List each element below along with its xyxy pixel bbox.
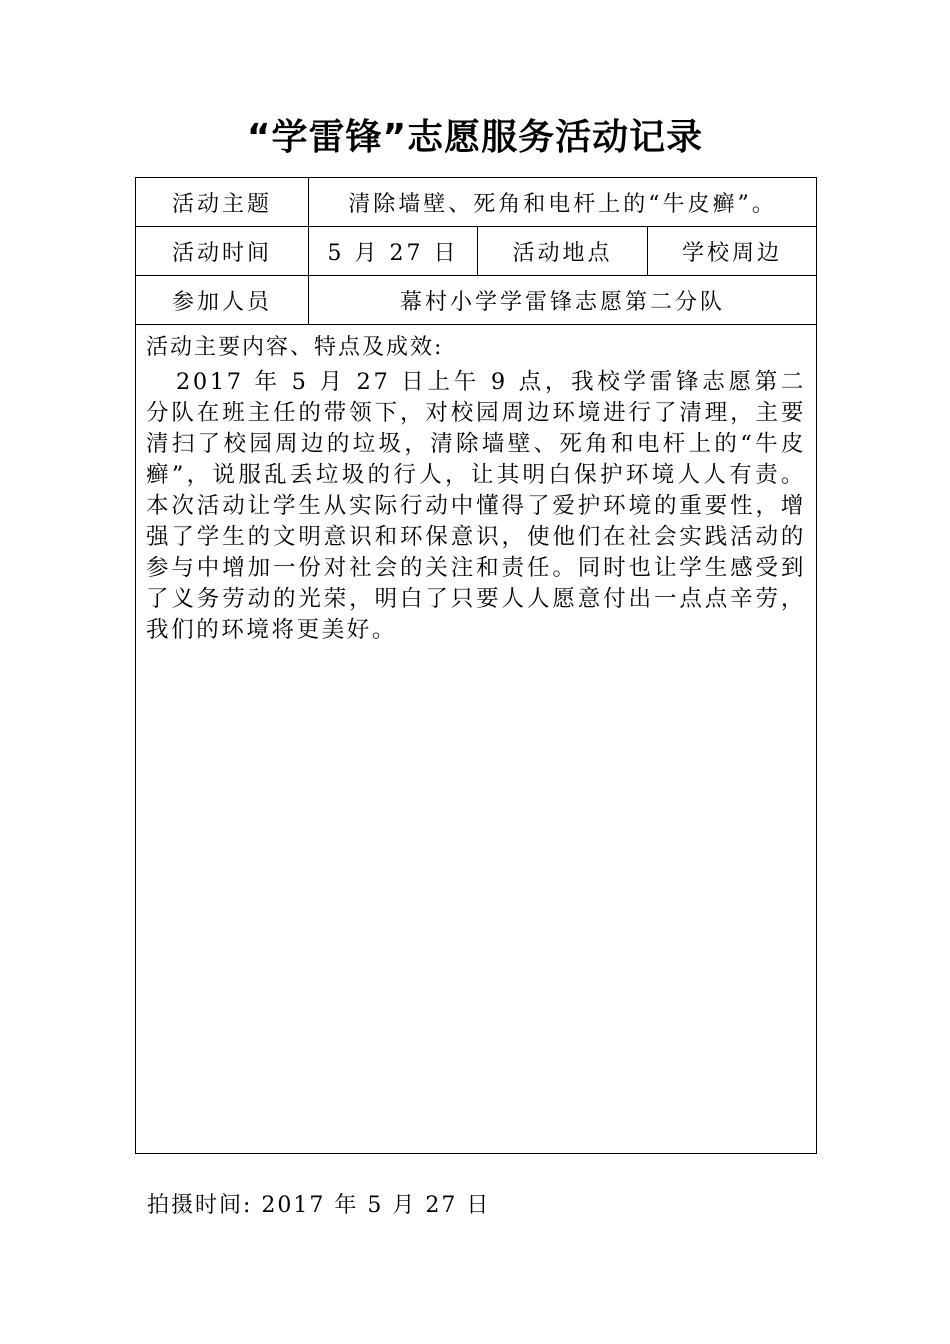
participants-value: 幕村小学学雷锋志愿第二分队 (309, 276, 817, 325)
photo-time: 拍摄时间: 2017 年 5 月 27 日 (147, 1193, 491, 1218)
time-value: 5 月 27 日 (309, 227, 478, 276)
place-label: 活动地点 (478, 227, 648, 276)
place-value: 学校周边 (648, 227, 817, 276)
document-title: “学雷锋”志愿服务活动记录 (246, 117, 704, 158)
participants-row (136, 276, 817, 325)
activity-record-table (135, 177, 817, 1154)
content-row (136, 325, 817, 1154)
participants-label: 参加人员 (136, 276, 309, 325)
time-place-row (136, 227, 817, 276)
content-body: 2017 年 5 月 27 日上午 9 点，我校学雷锋志愿第二分队在班主任的带领下，对校园周边环境进行了清理，主要清扫了校园周边的垃圾，清除墙壁、死角和电杆上的“牛皮癣”，说服乱丢垃圾的行人，让其明白保护环境人人有责。本次活动让学生从实际行动中懂得了爱护环境的重要性，增强了学生的文明意识和环保意识，使他们在社会实践活动的参与中增加一份对社会的关注和责任。同时也让学生感受到了义务劳动的光荣，明白了只要人人愿意付出一点点辛劳，我们的环境将更美好。 (146, 369, 807, 643)
content-cell (136, 325, 817, 1154)
theme-value: 清除墙壁、死角和电杆上的“牛皮癣”。 (309, 178, 817, 227)
time-label: 活动时间 (136, 227, 309, 276)
theme-row (136, 178, 817, 227)
content-heading: 活动主要内容、特点及成效: (146, 335, 444, 360)
theme-label: 活动主题 (136, 178, 309, 227)
